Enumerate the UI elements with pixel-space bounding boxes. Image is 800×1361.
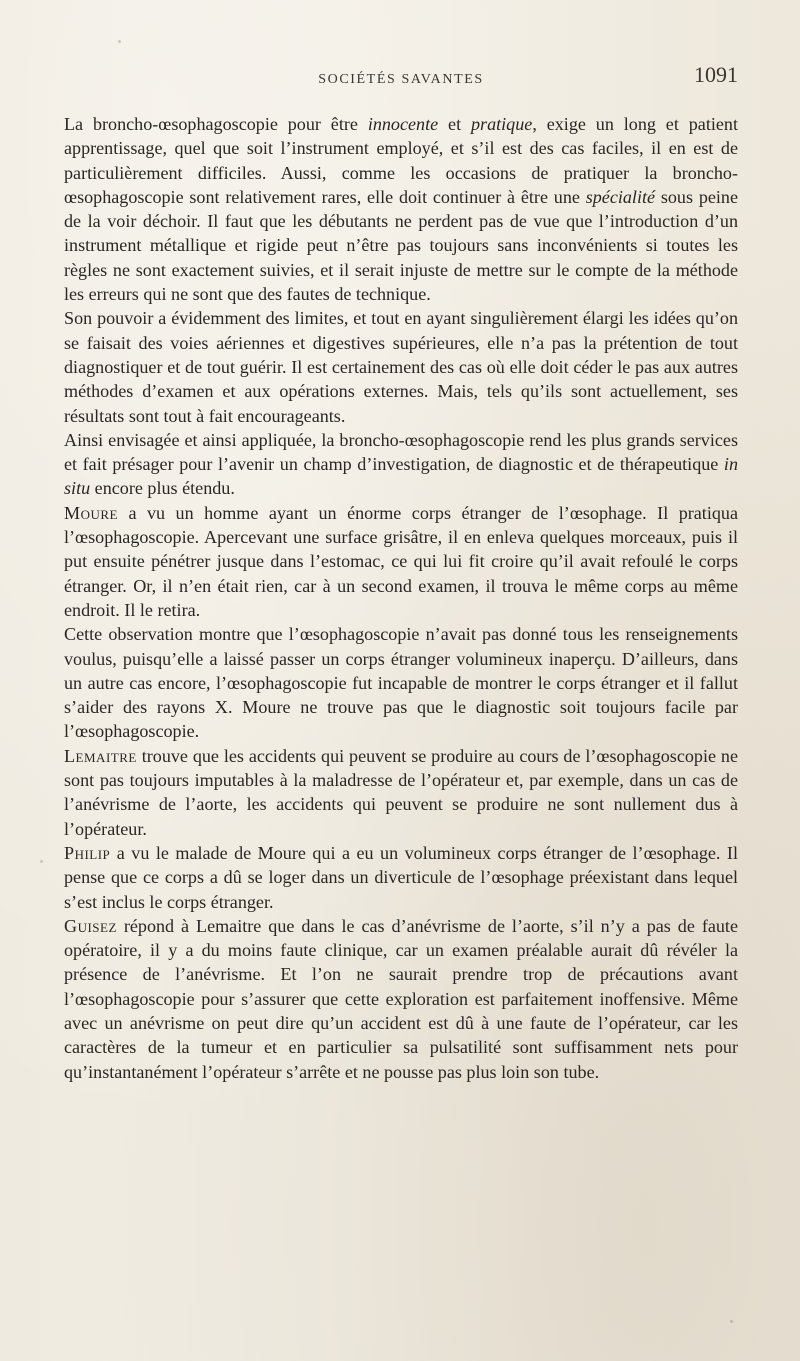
speaker-name: Guisez bbox=[64, 915, 117, 936]
paper-speck bbox=[40, 860, 43, 863]
paragraph bbox=[64, 112, 738, 306]
paragraph bbox=[64, 914, 738, 1084]
paragraph bbox=[64, 306, 738, 427]
speaker-name: Moure bbox=[64, 502, 118, 523]
text-run: Son pouvoir a évidemment des limites, et tout en ayant singulièrement élargi les idées qu’on se faisait des voies aériennes et digestives supérieures, elle n’a pas la prétention de tout diagnostiquer et de tout guérir. Il est certainement des cas où elle doit céder le pas aux autres méthodes d’examen et aux opérations externes. Mais, tels qu’ils sont actuellement, ses résultats sont tout à fait encourageants. bbox=[64, 308, 738, 426]
paragraph bbox=[64, 841, 738, 914]
page-number: 1091 bbox=[694, 62, 738, 87]
text-run: encore plus étendu. bbox=[90, 478, 235, 499]
text-run: répond à Lemaitre que dans le cas d’anévrisme de l’aorte, s’il n’y a pas de faute opératoire, il y a du moins faute clinique, car un examen préalable aurait dû révéler la présence de l’anévrisme. Et l’on ne saurait prendre trop de précautions avant l’œsophagoscopie pour s’assurer que cette exploration est parfaitement inoffensive. Même avec un anévrisme on peut dire qu’un accident est dû à une faute de l’opérateur, car les caractères de la tumeur et en particulier sa pulsatilité sont suffisamment nets pour qu’instantanément l’opérateur s’arrête et ne pousse pas plus loin son tube. bbox=[64, 915, 738, 1082]
page-header bbox=[64, 60, 738, 100]
speaker-name: Lemaitre bbox=[64, 745, 137, 766]
text-run: , exige un long et patient apprentissage, quel que soit l’instrument employé, et s’il est des cas faciles, il en est de particulièrement difficiles. Aussi, comme les occasions de pratiquer la broncho-œsophagoscopie sont relativement rares, elle doit continuer à être une bbox=[64, 114, 738, 207]
paragraph bbox=[64, 428, 738, 501]
text-run: et bbox=[438, 114, 471, 134]
paragraph bbox=[64, 744, 738, 841]
italic-text: in situ bbox=[64, 454, 738, 499]
text-run: a vu un homme ayant un énorme corps étranger de l’œsophage. Il pratiqua l’œsophagoscopie. Apercevant une surface grisâtre, il en enleva quelques morceaux, puis il put ensuite pénétrer jusque dans l’estomac, ce qui lui fit croire qu’il avait refoulé le corps étranger. Or, il n’en était rien, car à un second examen, il trouva le même corps au même endroit. Il le retira. bbox=[64, 502, 738, 620]
text-run: trouve que les accidents qui peuvent se produire au cours de l’œsophagoscopie ne sont pas toujours imputables à la maladresse de l’opérateur et, par exemple, dans un cas de l’anévrisme de l’aorte, les accidents qui peuvent se produire ne sont nullement dus à l’opérateur. bbox=[64, 745, 738, 839]
paragraph bbox=[64, 501, 738, 622]
speaker-name: Philip bbox=[64, 842, 111, 863]
paper-speck bbox=[118, 40, 121, 43]
paragraph bbox=[64, 622, 738, 743]
text-run: a vu le malade de Moure qui a eu un volumineux corps étranger de l’œsophage. Il pense que ce corps a dû se loger dans un diverticule de l’œsophage préexistant dans lequel s’est inclus le corps étranger. bbox=[64, 842, 738, 912]
italic-text: pratique bbox=[470, 114, 533, 134]
italic-text: innocente bbox=[367, 114, 439, 134]
text-run: La broncho-œsophagoscopie pour être bbox=[64, 114, 368, 134]
text-run: Ainsi envisagée et ainsi appliquée, la broncho-œsophagoscopie rend les plus grands services et fait présager pour l’avenir un champ d’investigation, de diagnostic et de thérapeutique bbox=[64, 429, 738, 475]
text-run: Cette observation montre que l’œsophagoscopie n’avait pas donné tous les renseignements voulus, puisqu’elle a laissé passer un corps étranger volumineux inaperçu. D’ailleurs, dans un autre cas encore, l’œsophagoscopie fut incapable de montrer le corps étranger et il fallut s’aider des rayons X. Moure ne trouve pas que le diagnostic soit toujours facile par l’œsophagoscopie. bbox=[64, 624, 738, 742]
text-run: sous peine de la voir déchoir. Il faut que les débutants ne perdent pas de vue que l’introduction d’un instrument métallique et rigide peut n’être pas toujours sans inconvénients si toutes les règles ne sont exactement suivies, et il serait injuste de mettre sur le compte de la méthode les erreurs qui ne sont que des fautes de technique. bbox=[64, 186, 738, 305]
paper-speck bbox=[730, 1320, 733, 1323]
running-head: SOCIÉTÉS SAVANTES bbox=[318, 72, 484, 87]
italic-text: spécialité bbox=[585, 186, 656, 207]
body-text bbox=[64, 112, 738, 1084]
